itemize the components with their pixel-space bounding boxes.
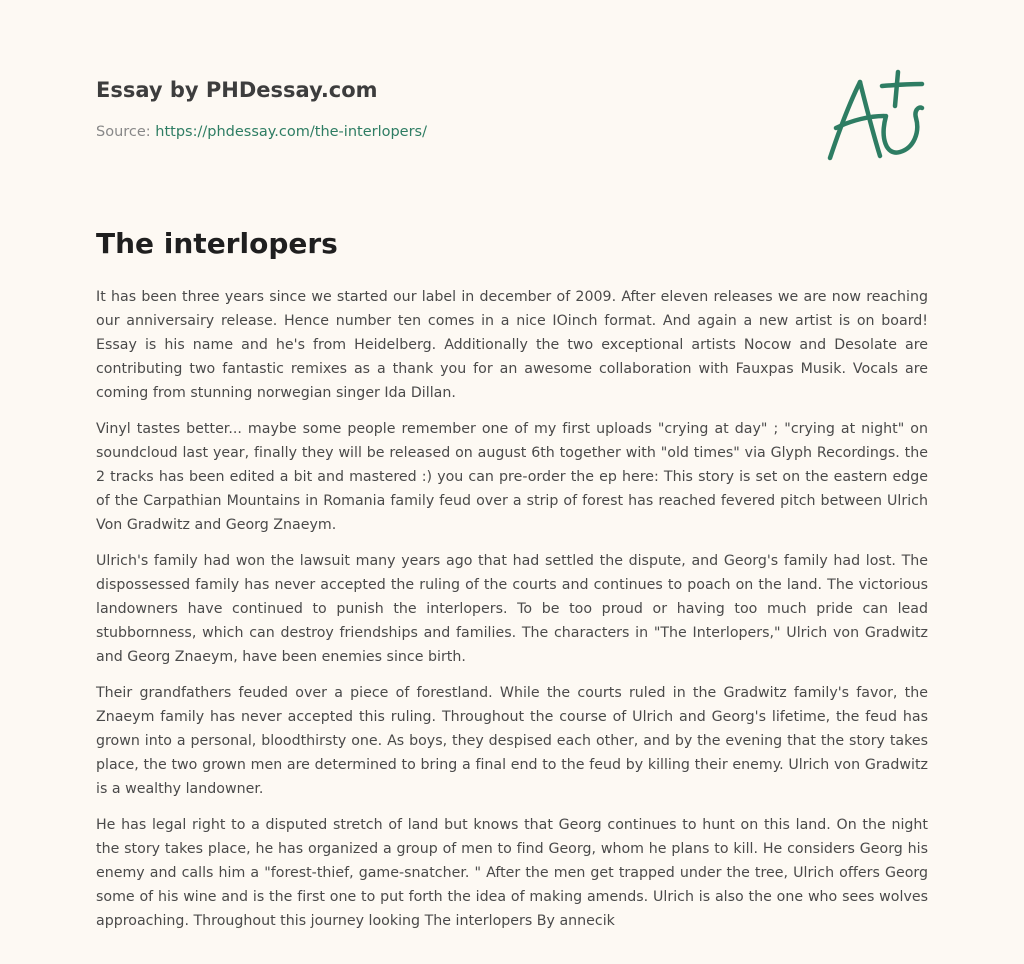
site-brand: Essay by PHDessay.com bbox=[96, 78, 378, 102]
source-line bbox=[96, 122, 928, 142]
source-link[interactable]: https://phdessay.com/the-interlopers/ bbox=[155, 124, 428, 140]
source-label: Source: bbox=[96, 124, 156, 140]
article-title: The interlopers bbox=[96, 227, 338, 260]
page-header bbox=[96, 76, 928, 142]
a-plus-logo-icon bbox=[822, 66, 928, 166]
paragraph: Ulrich's family had won the lawsuit many years ago that had settled the dispute, and Georg's family had lost. The dispossessed family has never accepted the ruling of the courts and continues to poach on the land. The victorious landowners have continued to punish the interlopers. To be too proud or having too much pride can lead stubbornness, which can destroy friendships and families. The characters in "The Interlopers," Ulrich von Gradwitz and Georg Znaeym, have been enemies since birth. bbox=[96, 553, 928, 665]
paragraph: Their grandfathers feuded over a piece of forestland. While the courts ruled in the Gradwitz family's favor, the Znaeym family has never accepted this ruling. Throughout the course of Ulrich and Georg's lifetime, the feud has grown into a personal, bloodthirsty one. As boys, they despised each other, and by the evening that the story takes place, the two grown men are determined to bring a final end to the feud by killing their enemy. Ulrich von Gradwitz is a wealthy landowner. bbox=[96, 685, 928, 797]
paragraph: It has been three years since we started our label in december of 2009. After eleven releases we are now reaching our anniversairy release. Hence number ten comes in a nice IOinch format. And again a new artist is on board! Essay is his name and he's from Heidelberg. Additionally the two exceptional artists Nocow and Desolate are contributing two fantastic remixes as a thank you for an awesome collaboration with Fauxpas Musik. Vocals are coming from stunning norwegian singer Ida Dillan. bbox=[96, 289, 928, 401]
article-body bbox=[96, 285, 928, 945]
paragraph: He has legal right to a disputed stretch of land but knows that Georg continues to hunt on this land. On the night the story takes place, he has organized a group of men to find Georg, whom he plans to kill. He considers Georg his enemy and calls him a "forest-thief, game-snatcher. " After the men get trapped under the tree, Ulrich offers Georg some of his wine and is the first one to put forth the idea of making amends. Ulrich is also the one who sees wolves approaching. Throughout this journey looking The interlopers By annecik bbox=[96, 817, 928, 929]
paragraph: Vinyl tastes better... maybe some people remember one of my first uploads "crying at day" ; "crying at night" on soundcloud last year, finally they will be released on august 6th together with "old times" via Glyph Recordings. the 2 tracks has been edited a bit and mastered :) you can pre-order the ep here: This story is set on the eastern edge of the Carpathian Mountains in Romania family feud over a strip of forest has reached fevered pitch between Ulrich Von Gradwitz and Georg Znaeym. bbox=[96, 421, 928, 533]
